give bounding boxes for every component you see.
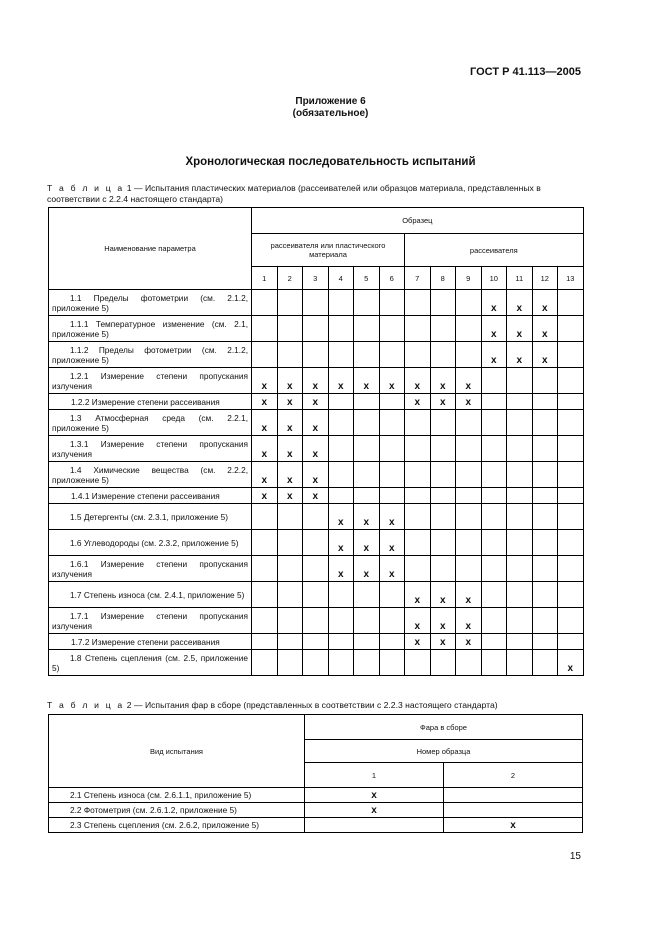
- mark-cell: [532, 530, 558, 556]
- mark-cell: [430, 488, 456, 504]
- table-row: [49, 394, 584, 410]
- row-label: 2.3 Степень сцепления (см. 2.6.2, приложение 5): [49, 818, 305, 833]
- mark-cell: [354, 608, 380, 634]
- mark-cell: [405, 410, 431, 436]
- mark-cell: [456, 504, 482, 530]
- mark-cell: x: [405, 394, 431, 410]
- mark-cell: x: [405, 368, 431, 394]
- mark-cell: [558, 342, 584, 368]
- mark-cell: [558, 316, 584, 342]
- mark-cell: x: [405, 608, 431, 634]
- mark-cell: [558, 290, 584, 316]
- mark-cell: x: [481, 316, 507, 342]
- table1-body: [49, 208, 584, 676]
- table-row: [49, 316, 584, 342]
- mark-cell: x: [277, 368, 303, 394]
- mark-cell: x: [507, 290, 533, 316]
- mark-cell: [354, 436, 380, 462]
- mark-cell: [405, 342, 431, 368]
- mark-cell: [328, 316, 354, 342]
- table-row: [49, 530, 584, 556]
- row-label: 1.6 Углеводороды (см. 2.3.2, приложение 5): [49, 530, 252, 556]
- mark-cell: [507, 410, 533, 436]
- mark-cell: [277, 290, 303, 316]
- mark-cell: [430, 290, 456, 316]
- table-row: [49, 290, 584, 316]
- mark-cell: x: [354, 556, 380, 582]
- mark-cell: [507, 488, 533, 504]
- mark-cell: x: [430, 582, 456, 608]
- mark-cell: [532, 436, 558, 462]
- mark-cell: [303, 556, 329, 582]
- mark-cell: [277, 316, 303, 342]
- mark-cell: x: [354, 530, 380, 556]
- mark-cell: [456, 462, 482, 488]
- table2-col-number: 2: [444, 763, 583, 788]
- mark-cell: [379, 290, 405, 316]
- mark-cell: [481, 556, 507, 582]
- table1-header-sample: Образец: [252, 208, 584, 234]
- mark-cell: [303, 316, 329, 342]
- mark-cell: [558, 608, 584, 634]
- mark-cell: x: [444, 818, 583, 833]
- mark-cell: [558, 368, 584, 394]
- mark-cell: [558, 582, 584, 608]
- mark-cell: [430, 410, 456, 436]
- row-label: 1.8 Степень сцепления (см. 2.5, приложение 5): [49, 650, 252, 676]
- mark-cell: [558, 462, 584, 488]
- mark-cell: x: [532, 342, 558, 368]
- mark-cell: [252, 556, 278, 582]
- mark-cell: [252, 342, 278, 368]
- mark-cell: x: [405, 582, 431, 608]
- table-row: [49, 556, 584, 582]
- mark-cell: [252, 608, 278, 634]
- table-row: [49, 608, 584, 634]
- mark-cell: [277, 608, 303, 634]
- row-label: 1.1 Пределы фотометрии (см. 2.1.2, приложение 5): [49, 290, 252, 316]
- mark-cell: [507, 436, 533, 462]
- table-row: [49, 650, 584, 676]
- mark-cell: x: [532, 316, 558, 342]
- row-label: 1.2.1 Измерение степени пропускания излучения: [49, 368, 252, 394]
- mark-cell: [354, 342, 380, 368]
- mark-cell: [328, 410, 354, 436]
- mark-cell: x: [277, 488, 303, 504]
- table1-col-number: 13: [558, 267, 584, 290]
- mark-cell: [481, 368, 507, 394]
- mark-cell: [277, 504, 303, 530]
- mark-cell: [277, 582, 303, 608]
- mark-cell: [328, 394, 354, 410]
- mark-cell: [507, 582, 533, 608]
- table2-col-number: 1: [305, 763, 444, 788]
- mark-cell: [252, 290, 278, 316]
- mark-cell: [328, 488, 354, 504]
- mark-cell: x: [558, 650, 584, 676]
- mark-cell: x: [430, 634, 456, 650]
- mark-cell: [456, 436, 482, 462]
- mark-cell: x: [481, 342, 507, 368]
- mark-cell: x: [303, 410, 329, 436]
- mark-cell: x: [252, 462, 278, 488]
- mark-cell: x: [303, 488, 329, 504]
- mark-cell: [507, 556, 533, 582]
- row-label: 2.2 Фотометрия (см. 2.6.1.2, приложение 5): [49, 803, 305, 818]
- mark-cell: [558, 394, 584, 410]
- row-label: 1.4.1 Измерение степени рассеивания: [49, 488, 252, 504]
- table1-col-number: 9: [456, 267, 482, 290]
- mark-cell: [430, 462, 456, 488]
- mark-cell: [532, 608, 558, 634]
- mark-cell: [558, 504, 584, 530]
- row-label: 1.2.2 Измерение степени рассеивания: [49, 394, 252, 410]
- mark-cell: x: [303, 394, 329, 410]
- mark-cell: x: [507, 316, 533, 342]
- mark-cell: x: [456, 394, 482, 410]
- mark-cell: [456, 650, 482, 676]
- mark-cell: [481, 394, 507, 410]
- table1-col-number: 8: [430, 267, 456, 290]
- mark-cell: [303, 582, 329, 608]
- table-row: [49, 504, 584, 530]
- mark-cell: [558, 556, 584, 582]
- mark-cell: [456, 316, 482, 342]
- row-label: 1.3 Атмосферная среда (см. 2.2.1, приложение 5): [49, 410, 252, 436]
- table1-col-number: 4: [328, 267, 354, 290]
- mark-cell: x: [405, 634, 431, 650]
- table1-col-number: 12: [532, 267, 558, 290]
- table1-col-number: 6: [379, 267, 405, 290]
- table1: [48, 207, 584, 676]
- mark-cell: [303, 290, 329, 316]
- mark-cell: [507, 462, 533, 488]
- mark-cell: x: [328, 556, 354, 582]
- mark-cell: [430, 556, 456, 582]
- mark-cell: [354, 394, 380, 410]
- mark-cell: [507, 650, 533, 676]
- mark-cell: [252, 316, 278, 342]
- mark-cell: [430, 504, 456, 530]
- mark-cell: [277, 342, 303, 368]
- mark-cell: x: [303, 462, 329, 488]
- table1-col-number: 10: [481, 267, 507, 290]
- mark-cell: x: [305, 788, 444, 803]
- table2-caption-prefix: Т а б л и ц а: [47, 700, 125, 710]
- table-row: [49, 788, 583, 803]
- mark-cell: [252, 650, 278, 676]
- mark-cell: x: [252, 410, 278, 436]
- mark-cell: x: [252, 436, 278, 462]
- mark-cell: [379, 342, 405, 368]
- mark-cell: [430, 342, 456, 368]
- mark-cell: [277, 634, 303, 650]
- mark-cell: x: [456, 608, 482, 634]
- mark-cell: [507, 504, 533, 530]
- mark-cell: [405, 462, 431, 488]
- table2-caption-text: 2 — Испытания фар в сборе (представленных в соответствии с 2.2.3 настоящего стандарта): [126, 700, 498, 710]
- mark-cell: [305, 818, 444, 833]
- table-row: [49, 342, 584, 368]
- mark-cell: x: [481, 290, 507, 316]
- mark-cell: [379, 436, 405, 462]
- mark-cell: [456, 342, 482, 368]
- table1-caption-prefix: Т а б л и ц а: [47, 183, 125, 193]
- appendix-note: (обязательное): [292, 108, 369, 119]
- table2-caption: [47, 700, 587, 711]
- table1-col-number: 1: [252, 267, 278, 290]
- row-label: 2.1 Степень износа (см. 2.6.1.1, приложение 5): [49, 788, 305, 803]
- mark-cell: [532, 394, 558, 410]
- mark-cell: [379, 634, 405, 650]
- mark-cell: x: [379, 556, 405, 582]
- mark-cell: [405, 290, 431, 316]
- mark-cell: [379, 488, 405, 504]
- mark-cell: [303, 608, 329, 634]
- mark-cell: x: [430, 368, 456, 394]
- table1-col-number: 11: [507, 267, 533, 290]
- mark-cell: x: [277, 436, 303, 462]
- mark-cell: x: [532, 290, 558, 316]
- row-label: 1.7 Степень износа (см. 2.4.1, приложение 5): [49, 582, 252, 608]
- mark-cell: x: [252, 488, 278, 504]
- mark-cell: x: [507, 342, 533, 368]
- mark-cell: [328, 650, 354, 676]
- table1-col-number: 7: [405, 267, 431, 290]
- mark-cell: x: [354, 504, 380, 530]
- mark-cell: [405, 488, 431, 504]
- appendix-header: [0, 96, 661, 120]
- mark-cell: [303, 504, 329, 530]
- table1-col-number: 2: [277, 267, 303, 290]
- mark-cell: [354, 634, 380, 650]
- row-label: 1.7.1 Измерение степени пропускания излучения: [49, 608, 252, 634]
- page-number: 15: [569, 851, 581, 862]
- mark-cell: [532, 462, 558, 488]
- mark-cell: [481, 608, 507, 634]
- mark-cell: x: [456, 634, 482, 650]
- mark-cell: [532, 504, 558, 530]
- mark-cell: [507, 394, 533, 410]
- mark-cell: [277, 650, 303, 676]
- table1-col-number: 5: [354, 267, 380, 290]
- mark-cell: [481, 488, 507, 504]
- mark-cell: x: [328, 368, 354, 394]
- mark-cell: [481, 436, 507, 462]
- mark-cell: [532, 650, 558, 676]
- table-row: [49, 634, 584, 650]
- mark-cell: [328, 608, 354, 634]
- appendix-title: Приложение 6: [295, 96, 366, 107]
- mark-cell: [354, 582, 380, 608]
- mark-cell: x: [430, 394, 456, 410]
- mark-cell: x: [277, 462, 303, 488]
- mark-cell: [456, 530, 482, 556]
- mark-cell: [558, 436, 584, 462]
- mark-cell: x: [252, 394, 278, 410]
- mark-cell: [303, 634, 329, 650]
- mark-cell: x: [354, 368, 380, 394]
- table-row: [49, 462, 584, 488]
- mark-cell: [328, 436, 354, 462]
- table1-caption-text: 1 — Испытания пластических материалов (рассеивателей или образцов материала, представленных в соответствии с 2.2.4 настоящего стандарта): [47, 183, 541, 204]
- mark-cell: [507, 530, 533, 556]
- mark-cell: [481, 410, 507, 436]
- mark-cell: [354, 488, 380, 504]
- table1-caption: [47, 183, 587, 205]
- mark-cell: x: [379, 504, 405, 530]
- mark-cell: x: [379, 368, 405, 394]
- mark-cell: [405, 316, 431, 342]
- row-label: 1.3.1 Измерение степени пропускания излучения: [49, 436, 252, 462]
- mark-cell: [507, 634, 533, 650]
- mark-cell: [481, 582, 507, 608]
- mark-cell: x: [303, 436, 329, 462]
- mark-cell: x: [252, 368, 278, 394]
- row-label: 1.4 Химические вещества (см. 2.2.2, приложение 5): [49, 462, 252, 488]
- mark-cell: [481, 504, 507, 530]
- mark-cell: [532, 556, 558, 582]
- mark-cell: x: [430, 608, 456, 634]
- mark-cell: [444, 788, 583, 803]
- table1-header-group-b: рассеивателя: [405, 234, 584, 267]
- mark-cell: [430, 650, 456, 676]
- mark-cell: [532, 488, 558, 504]
- mark-cell: [405, 556, 431, 582]
- table1-header-param: Наименование параметра: [49, 208, 252, 290]
- mark-cell: [481, 462, 507, 488]
- table-row: [49, 436, 584, 462]
- mark-cell: [303, 650, 329, 676]
- mark-cell: [558, 410, 584, 436]
- section-heading: Хронологическая последовательность испытаний: [185, 156, 476, 168]
- table-row: [49, 368, 584, 394]
- mark-cell: [354, 290, 380, 316]
- mark-cell: [252, 582, 278, 608]
- table-row: [49, 582, 584, 608]
- mark-cell: [379, 410, 405, 436]
- mark-cell: [379, 608, 405, 634]
- mark-cell: [405, 504, 431, 530]
- mark-cell: [558, 530, 584, 556]
- mark-cell: [379, 316, 405, 342]
- table-row: [49, 818, 583, 833]
- mark-cell: [532, 634, 558, 650]
- mark-cell: [328, 342, 354, 368]
- mark-cell: x: [456, 368, 482, 394]
- table1-header-group-a: рассеивателя или пластического материала: [252, 234, 405, 267]
- mark-cell: [354, 316, 380, 342]
- mark-cell: [252, 634, 278, 650]
- table2-body: [49, 715, 583, 833]
- mark-cell: [481, 634, 507, 650]
- mark-cell: x: [456, 582, 482, 608]
- mark-cell: [481, 530, 507, 556]
- mark-cell: [532, 410, 558, 436]
- mark-cell: x: [277, 410, 303, 436]
- row-label: 1.5 Детергенты (см. 2.3.1, приложение 5): [49, 504, 252, 530]
- mark-cell: [430, 436, 456, 462]
- mark-cell: [354, 410, 380, 436]
- mark-cell: x: [328, 504, 354, 530]
- mark-cell: [277, 556, 303, 582]
- mark-cell: [252, 530, 278, 556]
- document-code: ГОСТ Р 41.113—2005: [470, 66, 581, 78]
- row-label: 1.1.2 Пределы фотометрии (см. 2.1.2, приложение 5): [49, 342, 252, 368]
- table1-col-number: 3: [303, 267, 329, 290]
- mark-cell: [507, 368, 533, 394]
- mark-cell: [354, 462, 380, 488]
- mark-cell: x: [305, 803, 444, 818]
- mark-cell: [328, 582, 354, 608]
- mark-cell: [532, 582, 558, 608]
- mark-cell: [456, 410, 482, 436]
- mark-cell: [481, 650, 507, 676]
- mark-cell: [430, 530, 456, 556]
- row-label: 1.7.2 Измерение степени рассеивания: [49, 634, 252, 650]
- table-row: [49, 803, 583, 818]
- table-row: [49, 410, 584, 436]
- mark-cell: [405, 530, 431, 556]
- mark-cell: [277, 530, 303, 556]
- mark-cell: [379, 462, 405, 488]
- table2-header-number: Номер образца: [305, 740, 583, 763]
- mark-cell: [379, 650, 405, 676]
- mark-cell: [328, 634, 354, 650]
- mark-cell: [507, 608, 533, 634]
- mark-cell: [558, 488, 584, 504]
- mark-cell: [303, 342, 329, 368]
- table-row: [49, 488, 584, 504]
- mark-cell: [558, 634, 584, 650]
- mark-cell: [532, 368, 558, 394]
- mark-cell: [430, 316, 456, 342]
- mark-cell: [328, 462, 354, 488]
- mark-cell: [405, 650, 431, 676]
- mark-cell: [444, 803, 583, 818]
- table2: [48, 714, 583, 833]
- row-label: 1.1.1 Температурное изменение (см. 2.1, приложение 5): [49, 316, 252, 342]
- mark-cell: [379, 582, 405, 608]
- table2-header-group: Фара в сборе: [305, 715, 583, 740]
- mark-cell: [456, 488, 482, 504]
- mark-cell: [405, 436, 431, 462]
- row-label: 1.6.1 Измерение степени пропускания излучения: [49, 556, 252, 582]
- mark-cell: x: [328, 530, 354, 556]
- mark-cell: [303, 530, 329, 556]
- mark-cell: [379, 394, 405, 410]
- mark-cell: [252, 504, 278, 530]
- mark-cell: [456, 290, 482, 316]
- mark-cell: [456, 556, 482, 582]
- table2-header-test: Вид испытания: [49, 715, 305, 788]
- mark-cell: [354, 650, 380, 676]
- mark-cell: x: [379, 530, 405, 556]
- mark-cell: [328, 290, 354, 316]
- mark-cell: x: [303, 368, 329, 394]
- mark-cell: x: [277, 394, 303, 410]
